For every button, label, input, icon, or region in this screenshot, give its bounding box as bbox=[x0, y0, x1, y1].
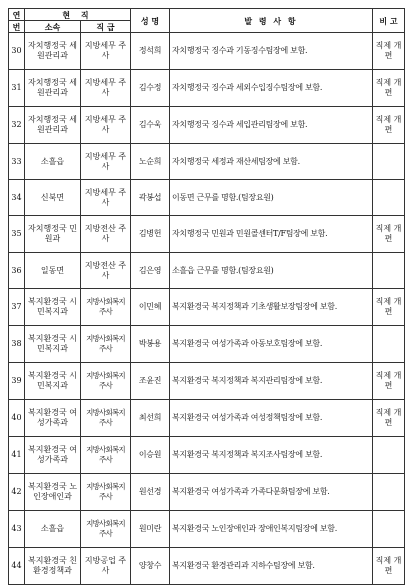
row-rank: 지방사회복지 주사 bbox=[81, 400, 131, 437]
row-department: 복지환경국 시민복지과 bbox=[25, 289, 81, 326]
row-number: 40 bbox=[9, 400, 25, 437]
table-row bbox=[9, 400, 405, 437]
row-rank: 지방사회복지 주사 bbox=[81, 511, 131, 548]
row-department: 자치행정국 세원관리과 bbox=[25, 70, 81, 107]
row-rank: 지방세무 주사 bbox=[81, 180, 131, 216]
row-rank: 지방사회복지 주사 bbox=[81, 289, 131, 326]
row-note: 직제 개편 bbox=[373, 400, 405, 437]
header-no-top: 연 bbox=[9, 9, 25, 21]
row-rank: 지방세무 주사 bbox=[81, 107, 131, 144]
table-row bbox=[9, 474, 405, 511]
row-name: 김수정 bbox=[131, 70, 170, 107]
header-note: 비 고 bbox=[373, 9, 405, 33]
row-name: 이민혜 bbox=[131, 289, 170, 326]
row-rank: 지방사회복지 주사 bbox=[81, 363, 131, 400]
table-row bbox=[9, 180, 405, 216]
row-rank: 지방세무 주사 bbox=[81, 70, 131, 107]
row-order: 이동면 근무를 명함.(팀장요원) bbox=[170, 180, 373, 216]
row-department: 신북면 bbox=[25, 180, 81, 216]
row-number: 36 bbox=[9, 253, 25, 289]
table-row bbox=[9, 70, 405, 107]
header-no-bottom: 번 bbox=[9, 21, 25, 33]
table-row bbox=[9, 363, 405, 400]
row-note: 직제 개편 bbox=[373, 363, 405, 400]
row-note: 직제 개편 bbox=[373, 70, 405, 107]
row-note bbox=[373, 144, 405, 180]
row-order: 소흘읍 근무를 명함.(팀장요원) bbox=[170, 253, 373, 289]
row-department: 복지환경국 노인장애인과 bbox=[25, 474, 81, 511]
row-name: 노순희 bbox=[131, 144, 170, 180]
row-order: 복지환경국 여성가족과 아동보호팀장에 보함. bbox=[170, 326, 373, 363]
row-department: 자치행정국 세원관리과 bbox=[25, 107, 81, 144]
row-note: 직제 개편 bbox=[373, 216, 405, 253]
row-rank: 지방사회복지 주사 bbox=[81, 326, 131, 363]
row-department: 복지환경국 친환경정책과 bbox=[25, 548, 81, 585]
table-row bbox=[9, 437, 405, 474]
row-department: 소흘읍 bbox=[25, 511, 81, 548]
row-note bbox=[373, 474, 405, 511]
row-order: 자치행정국 민원과 민원콜센터T/F팀장에 보함. bbox=[170, 216, 373, 253]
row-rank: 지방세무 주사 bbox=[81, 33, 131, 70]
row-name: 원미란 bbox=[131, 511, 170, 548]
row-number: 31 bbox=[9, 70, 25, 107]
table-row bbox=[9, 511, 405, 548]
row-name: 양창수 bbox=[131, 548, 170, 585]
row-name: 최선희 bbox=[131, 400, 170, 437]
personnel-order-table bbox=[8, 8, 405, 585]
row-department: 복지환경국 시민복지과 bbox=[25, 326, 81, 363]
row-name: 곽봉섭 bbox=[131, 180, 170, 216]
table-row bbox=[9, 326, 405, 363]
table-row bbox=[9, 107, 405, 144]
row-number: 41 bbox=[9, 437, 25, 474]
row-note bbox=[373, 511, 405, 548]
row-order: 복지환경국 복지정책과 복지조사팀장에 보함. bbox=[170, 437, 373, 474]
row-name: 김수욱 bbox=[131, 107, 170, 144]
row-number: 33 bbox=[9, 144, 25, 180]
row-number: 34 bbox=[9, 180, 25, 216]
row-order: 복지환경국 복지정책과 기초생활보장팀장에 보함. bbox=[170, 289, 373, 326]
row-rank: 지방사회복지 주사 bbox=[81, 437, 131, 474]
row-rank: 지방사회복지 주사 bbox=[81, 474, 131, 511]
row-number: 38 bbox=[9, 326, 25, 363]
table-row bbox=[9, 548, 405, 585]
row-order: 자치행정국 세정과 재산세팀장에 보함. bbox=[170, 144, 373, 180]
row-name: 김은영 bbox=[131, 253, 170, 289]
row-order: 자치행정국 징수과 기동징수팀장에 보함. bbox=[170, 33, 373, 70]
row-department: 복지환경국 여성가족과 bbox=[25, 400, 81, 437]
row-number: 44 bbox=[9, 548, 25, 585]
row-name: 정석희 bbox=[131, 33, 170, 70]
header-current-position: 현 직 bbox=[25, 9, 131, 21]
row-number: 30 bbox=[9, 33, 25, 70]
row-department: 자치행정국 세원관리과 bbox=[25, 33, 81, 70]
header-order: 발 령 사 항 bbox=[170, 9, 373, 33]
row-rank: 지방세무 주사 bbox=[81, 144, 131, 180]
row-note: 직제 개편 bbox=[373, 33, 405, 70]
row-number: 42 bbox=[9, 474, 25, 511]
row-note bbox=[373, 180, 405, 216]
row-rank: 지방공업 주사 bbox=[81, 548, 131, 585]
row-number: 32 bbox=[9, 107, 25, 144]
row-note: 직제 개편 bbox=[373, 289, 405, 326]
row-department: 소흘읍 bbox=[25, 144, 81, 180]
row-name: 이승원 bbox=[131, 437, 170, 474]
row-name: 조윤진 bbox=[131, 363, 170, 400]
row-name: 원선경 bbox=[131, 474, 170, 511]
row-note bbox=[373, 437, 405, 474]
row-order: 자치행정국 징수과 세외수입징수팀장에 보함. bbox=[170, 70, 373, 107]
table-row bbox=[9, 33, 405, 70]
row-department: 일동면 bbox=[25, 253, 81, 289]
row-number: 37 bbox=[9, 289, 25, 326]
table-body bbox=[9, 33, 405, 585]
row-order: 복지환경국 여성가족과 여성정책팀장에 보함. bbox=[170, 400, 373, 437]
row-order: 복지환경국 복지정책과 복지관리팀장에 보함. bbox=[170, 363, 373, 400]
row-order: 자치행정국 징수과 세입관리팀장에 보함. bbox=[170, 107, 373, 144]
table-row bbox=[9, 216, 405, 253]
row-name: 박봉용 bbox=[131, 326, 170, 363]
header-dept: 소속 bbox=[25, 21, 81, 33]
row-note: 직제 개편 bbox=[373, 548, 405, 585]
table-row bbox=[9, 289, 405, 326]
header-name: 성 명 bbox=[131, 9, 170, 33]
row-rank: 지방전산 주사 bbox=[81, 253, 131, 289]
row-note bbox=[373, 326, 405, 363]
row-order: 복지환경국 노인장애인과 장애인복지팀장에 보함. bbox=[170, 511, 373, 548]
table-row bbox=[9, 253, 405, 289]
table-row bbox=[9, 144, 405, 180]
row-name: 김병헌 bbox=[131, 216, 170, 253]
header-rank: 직 급 bbox=[81, 21, 131, 33]
row-department: 복지환경국 시민복지과 bbox=[25, 363, 81, 400]
row-department: 복지환경국 여성가족과 bbox=[25, 437, 81, 474]
row-note bbox=[373, 253, 405, 289]
row-number: 39 bbox=[9, 363, 25, 400]
row-order: 복지환경국 환경관리과 지하수팀장에 보함. bbox=[170, 548, 373, 585]
row-department: 자치행정국 민원과 bbox=[25, 216, 81, 253]
row-number: 35 bbox=[9, 216, 25, 253]
row-order: 복지환경국 여성가족과 가족다문화팀장에 보함. bbox=[170, 474, 373, 511]
table-header bbox=[9, 9, 405, 33]
row-number: 43 bbox=[9, 511, 25, 548]
row-rank: 지방전산 주사 bbox=[81, 216, 131, 253]
row-note: 직제 개편 bbox=[373, 107, 405, 144]
